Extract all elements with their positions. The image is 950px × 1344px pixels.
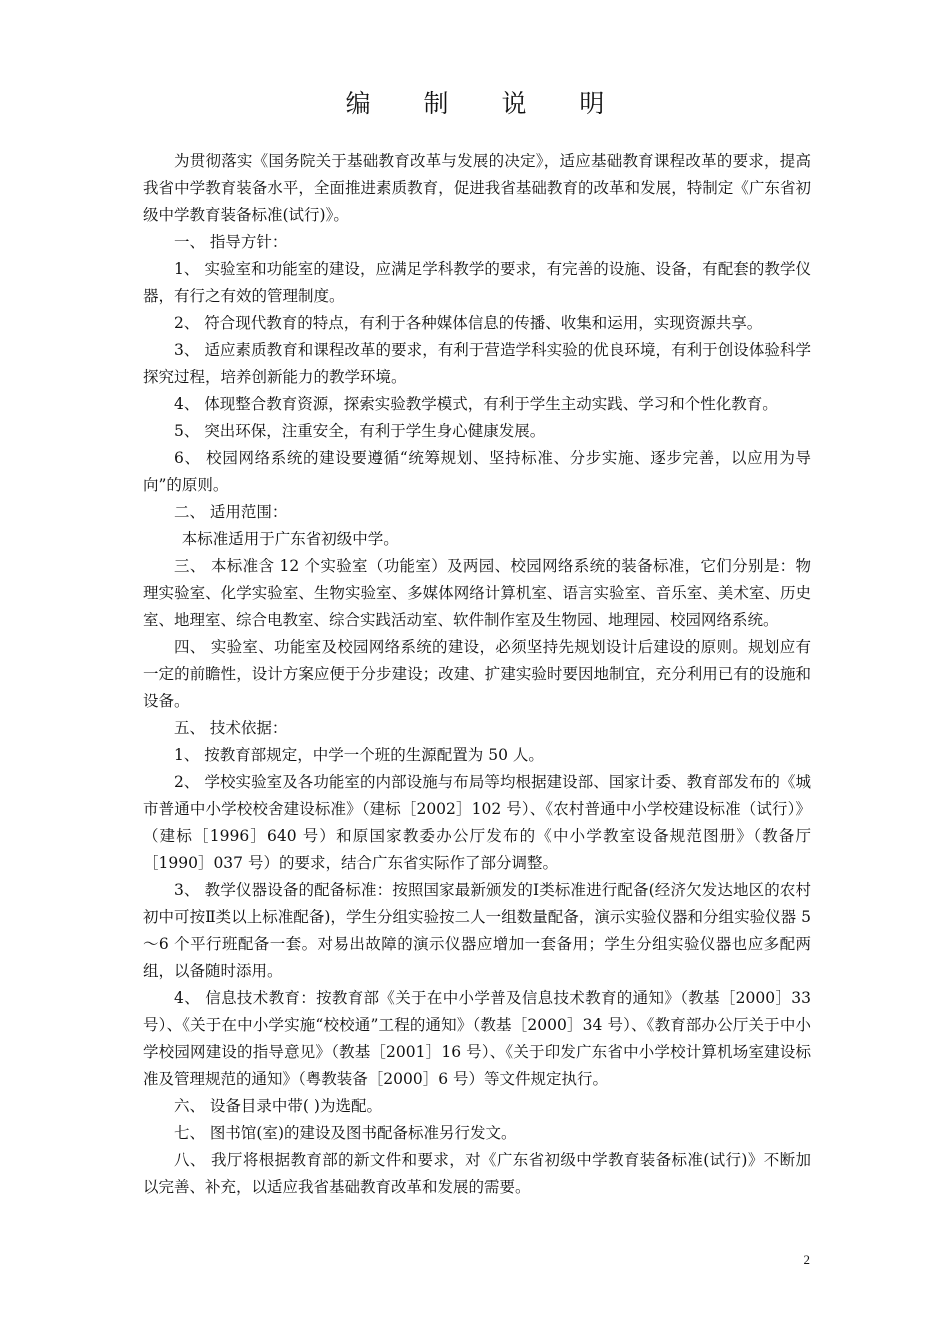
paragraph-principle-4: 4、 体现整合教育资源，探索实验教学模式，有利于学生主动实践、学习和个性化教育。 xyxy=(174,395,778,413)
paragraph-scope: 本标准适用于广东省初级中学。 xyxy=(181,530,399,548)
paragraph-section-3: 三、 本标准含 12 个实验室（功能室）及两园、校园网络系统的装备标准，它们分别是：物理实验室、化学实验室、生物实验室、多媒体网络计算机室、语言实验室、音乐室、美术室、历史室、地理室、综合电教室、综合实践活动室、软件制作室及生物园、地理园、校园网络系统。 xyxy=(143,557,811,629)
paragraph-section-7: 七、 图书馆(室)的建设及图书配备标准另行发文。 xyxy=(174,1124,517,1142)
paragraph-section-6: 六、 设备目录中带( )为选配。 xyxy=(174,1097,382,1115)
document-body xyxy=(143,148,811,1201)
page-number: 2 xyxy=(803,1252,810,1267)
heading-guiding-principles: 一、 指导方针： xyxy=(174,233,288,251)
paragraph-section-8: 八、 我厅将根据教育部的新文件和要求，对《广东省初级中学教育装备标准(试行)》不断加以完善、补充，以适应我省基础教育改革和发展的需要。 xyxy=(143,1151,811,1196)
paragraph-principle-5: 5、 突出环保，注重安全，有利于学生身心健康发展。 xyxy=(174,422,546,440)
heading-technical-basis: 五、 技术依据： xyxy=(174,719,288,737)
paragraph-basis-1: 1、 按教育部规定，中学一个班的生源配置为 50 人。 xyxy=(174,746,544,764)
heading-scope: 二、 适用范围： xyxy=(174,503,288,521)
paragraph-section-4: 四、 实验室、功能室及校园网络系统的建设，必须坚持先规划设计后建设的原则。规划应有一定的前瞻性，设计方案应便于分步建设；改建、扩建实验时要因地制宜，充分利用已有的设施和设备。 xyxy=(143,638,811,710)
paragraph-intro: 为贯彻落实《国务院关于基础教育改革与发展的决定》，适应基础教育课程改革的要求，提高我省中学教育装备水平，全面推进素质教育，促进我省基础教育的改革和发展，特制定《广东省初级中学教育装备标准(试行)》。 xyxy=(143,152,811,224)
paragraph-principle-6: 6、 校园网络系统的建设要遵循“统筹规划、坚持标准、分步实施、逐步完善，以应用为导向”的原则。 xyxy=(143,449,811,494)
paragraph-principle-3: 3、 适应素质教育和课程改革的要求，有利于营造学科实验的优良环境，有利于创设体验科学探究过程，培养创新能力的教学环境。 xyxy=(143,341,811,386)
paragraph-principle-1: 1、 实验室和功能室的建设，应满足学科教学的要求，有完善的设施、设备，有配套的教学仪器，有行之有效的管理制度。 xyxy=(143,260,811,305)
page-title: 编 制 说 明 xyxy=(345,89,627,118)
paragraph-basis-4: 4、 信息技术教育：按教育部《关于在中小学普及信息技术教育的通知》（教基［2000］33 号）、《关于在中小学实施“校校通”工程的通知》（教基［2000］34 号）、《教育部办公厅关于中小学校园网建设的指导意见》（教基［2001］16 号）、《关于印发广东省中小学校计算机场室建设标准及管理规范的通知》（粤教装备［2000］6 号）等文件规定执行。 xyxy=(143,989,811,1088)
paragraph-basis-2: 2、 学校实验室及各功能室的内部设施与布局等均根据建设部、国家计委、教育部发布的《城市普通中小学校校舍建设标准》（建标［2002］102 号）、《农村普通中小学校建设标准（试行）》（建标［1996］640 号）和原国家教委办公厅发布的《中小学教室设备规范图册》（教备厅［1990］037 号）的要求，结合广东省实际作了部分调整。 xyxy=(143,773,811,872)
paragraph-basis-3: 3、 教学仪器设备的配备标准：按照国家最新颁发的Ⅰ类标准进行配备(经济欠发达地区的农村初中可按Ⅱ类以上标准配备)，学生分组实验按二人一组数量配备，演示实验仪器和分组实验仪器 5～6 个平行班配备一套。对易出故障的演示仪器应增加一套备用；学生分组实验仪器也应多配两组，以备随时添用。 xyxy=(143,881,811,980)
paragraph-principle-2: 2、 符合现代教育的特点，有利于各种媒体信息的传播、收集和运用，实现资源共享。 xyxy=(174,314,763,332)
